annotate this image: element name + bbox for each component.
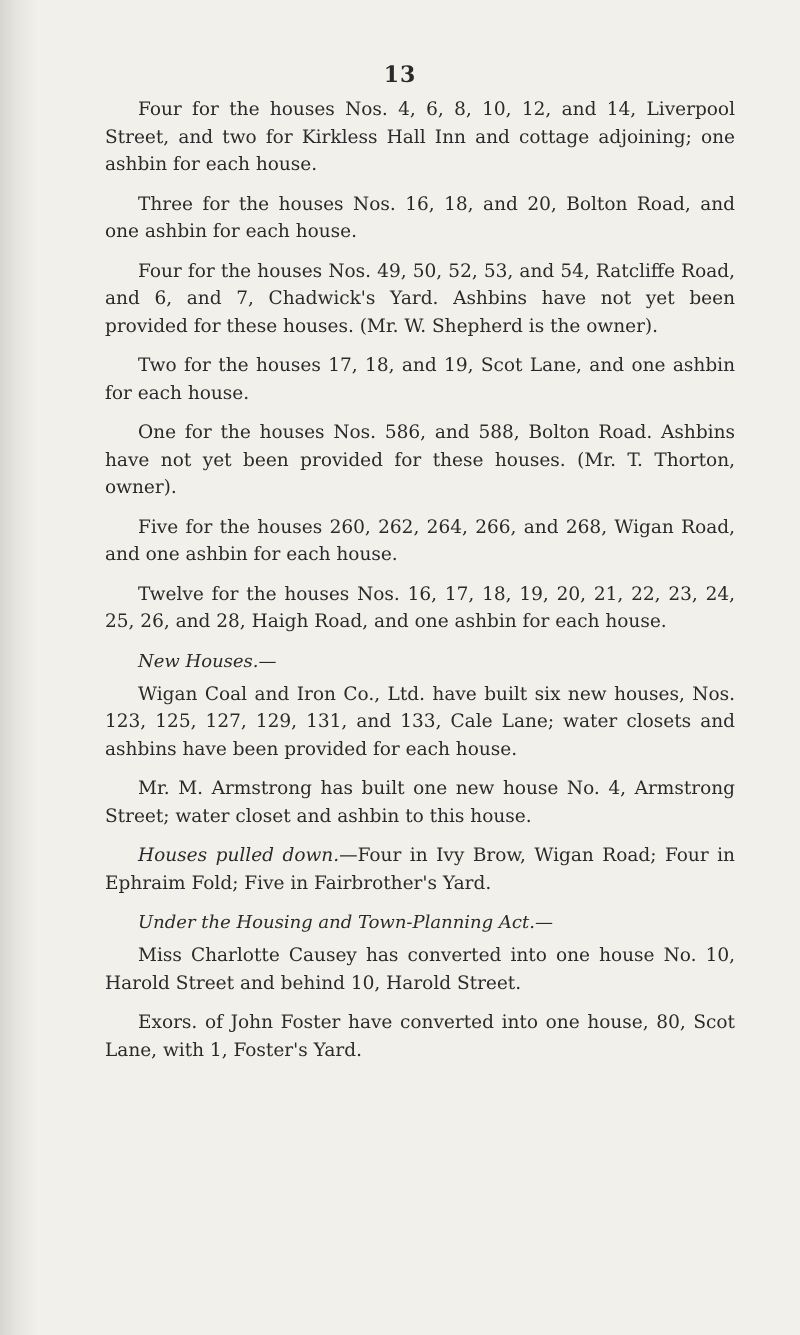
heading-dash: —	[258, 650, 277, 672]
binding-shadow	[0, 0, 38, 1335]
section-heading-housing-act	[105, 909, 735, 936]
paragraph-haigh-road: Twelve for the houses Nos. 16, 17, 18, 19, 20, 21, 22, 23, 24, 25, 26, and 28, Haigh Road, and one ashbin for each house.	[105, 583, 735, 632]
paragraph-liverpool-street: Four for the houses Nos. 4, 6, 8, 10, 12, and 14, Liverpool Street, and two for Kirkless Hall Inn and cottage adjoining; one ashbin for each house.	[105, 99, 735, 175]
paragraph-john-foster: Exors. of John Foster have converted into one house, 80, Scot Lane, with 1, Foster's Yard.	[105, 1012, 735, 1061]
heading-dash: —	[534, 912, 553, 933]
paragraph-wigan-coal: Wigan Coal and Iron Co., Ltd. have built six new houses, Nos. 123, 125, 127, 129, 131, and 133, Cale Lane; water closets and ashbins have been provided for each house.	[105, 683, 735, 760]
paragraph-houses-pulled-down	[105, 842, 735, 897]
paragraph-charlotte-causey: Miss Charlotte Causey has converted into one house No. 10, Harold Street and behind 10, Harold Street.	[105, 945, 735, 994]
housing-act-heading-text: Under the Housing and Town-Planning Act.	[138, 912, 535, 933]
paragraph-armstrong: Mr. M. Armstrong has built one new house No. 4, Armstrong Street; water closet and ashbin to this house.	[105, 778, 735, 827]
page-number: 13	[383, 62, 417, 88]
paragraph-bolton-road: Three for the houses Nos. 16, 18, and 20, Bolton Road, and one ashbin for each house.	[105, 193, 735, 242]
houses-pulled-down-heading: Houses pulled down.	[138, 845, 340, 866]
houses-pulled-down-text: —Four in Ivy Brow, Wigan Road; Four in Ephraim Fold; Five in Fairbrother's Yard.	[105, 845, 735, 894]
paragraph-bolton-road-586: One for the houses Nos. 586, and 588, Bolton Road. Ashbins have not yet been provided for these houses. (Mr. T. Thorton, owner).	[105, 422, 735, 498]
paragraph-ratcliffe-road: Four for the houses Nos. 49, 50, 52, 53, and 54, Ratcliffe Road, and 6, and 7, Chadwick's Yard. Ashbins have not yet been provided for these houses. (Mr. W. Shepherd is the owner).	[105, 260, 735, 337]
new-houses-heading-text: New Houses.	[138, 650, 259, 672]
paragraph-scot-lane: Two for the houses 17, 18, and 19, Scot Lane, and one ashbin for each house.	[105, 355, 735, 404]
paragraph-wigan-road: Five for the houses 260, 262, 264, 266, and 268, Wigan Road, and one ashbin for each house.	[105, 516, 735, 565]
document-body	[105, 96, 735, 1076]
section-heading-new-houses	[105, 648, 735, 675]
